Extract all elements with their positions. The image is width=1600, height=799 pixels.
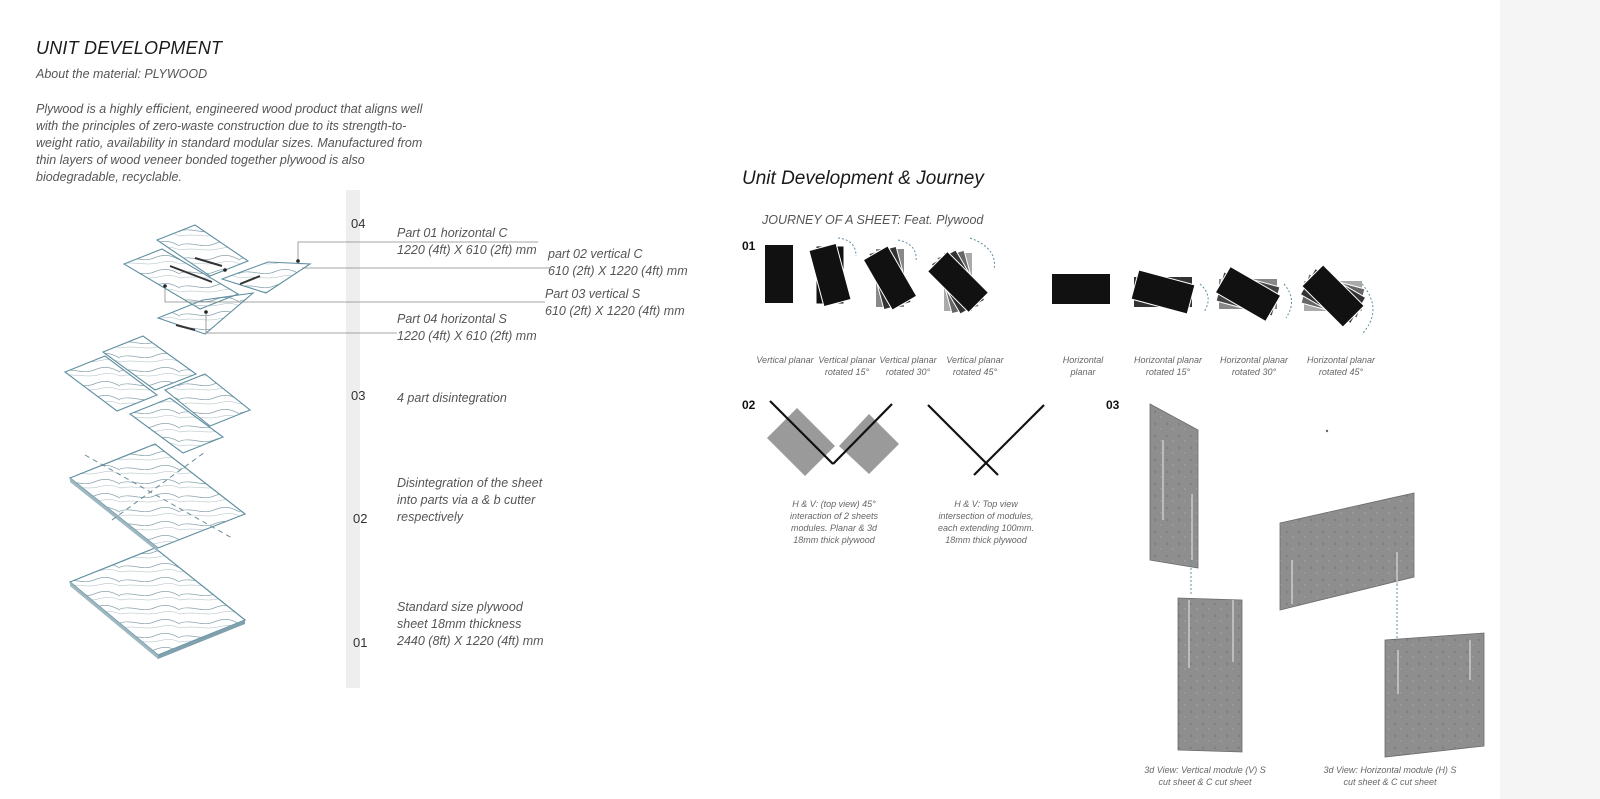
part-01-name: Part 01 horizontal C (397, 226, 508, 240)
caption-horizontal-30: Horizontal planar rotated 30° (1219, 355, 1289, 377)
step-02-label: Disintegration of the sheet into parts via a & b cutter respectively (397, 476, 543, 524)
section-03-number: 03 (1106, 398, 1120, 412)
part-02-dims: 610 (2ft) X 1220 (4ft) mm (548, 264, 688, 278)
step-02-number: 02 (353, 511, 368, 526)
caption-intersection-cross: H & V: Top view intersection of modules, each extending 100mm. 18mm thick plywood (937, 499, 1035, 545)
step-04-number: 04 (351, 216, 366, 231)
section-02-number: 02 (742, 398, 756, 412)
caption-vertical-planar: Vertical planar (756, 355, 814, 365)
part-03-dims: 610 (2ft) X 1220 (4ft) mm (545, 304, 685, 318)
material-description: Plywood is a highly efficient, engineered wood product that aligns well with the principles of zero-waste construction due to its strength-to-weight ratio, availability in standard modular sizes. Manufactured from thin layers of wood veneer bonded together plywood is also biodegradable, recyclable. (36, 102, 423, 184)
part-04-name: Part 04 horizontal S (397, 312, 507, 326)
step-03-number: 03 (351, 388, 366, 403)
part-02-name: part 02 vertical C (548, 247, 643, 261)
journey-subtitle: JOURNEY OF A SHEET: Feat. Plywood (762, 213, 984, 227)
journey-title: Unit Development & Journey (742, 168, 984, 189)
caption-horizontal-module-3d: 3d View: Horizontal module (H) S cut sheet & C cut sheet (1323, 765, 1457, 787)
vertical-rotation-series (765, 238, 995, 314)
caption-vertical-30: Vertical planar rotated 30° (879, 355, 937, 377)
page-subtitle: About the material: PLYWOOD (36, 67, 208, 81)
intersection-cross-diagram (928, 405, 1044, 475)
part-04-dims: 1220 (4ft) X 610 (2ft) mm (397, 329, 537, 343)
caption-horizontal-planar: Horizontal planar (1062, 355, 1104, 377)
intersection-45-diagram (767, 401, 899, 476)
part-01-dims: 1220 (4ft) X 610 (2ft) mm (397, 243, 537, 257)
sheet-cutting (70, 444, 245, 552)
caption-intersection-45: H & V: (top view) 45° interaction of 2 sheets modules. Planar & 3d 18mm thick plywood (789, 499, 879, 545)
vertical-module-3d (1150, 404, 1242, 752)
sheet-four-parts (65, 336, 250, 453)
sheet-standard (70, 548, 245, 659)
caption-vertical-15: Vertical planar rotated 15° (818, 355, 876, 377)
caption-vertical-45: Vertical planar rotated 45° (946, 355, 1004, 377)
step-03-label: 4 part disintegration (397, 391, 507, 405)
caption-horizontal-15: Horizontal planar rotated 15° (1133, 355, 1203, 377)
page-title: UNIT DEVELOPMENT (36, 38, 223, 58)
step-01-number: 01 (353, 635, 368, 650)
step-01-label: Standard size plywood sheet 18mm thickness 2440 (8ft) X 1220 (4ft) mm (397, 600, 544, 648)
horizontal-module-3d (1280, 430, 1484, 757)
horizontal-rotation-series (1052, 265, 1373, 334)
caption-horizontal-45: Horizontal planar rotated 45° (1306, 355, 1376, 377)
section-01-number: 01 (742, 239, 756, 253)
sheet-parts-exploded (124, 225, 550, 334)
caption-vertical-module-3d: 3d View: Vertical module (V) S cut sheet & C cut sheet (1144, 765, 1266, 787)
part-03-name: Part 03 vertical S (545, 287, 641, 301)
